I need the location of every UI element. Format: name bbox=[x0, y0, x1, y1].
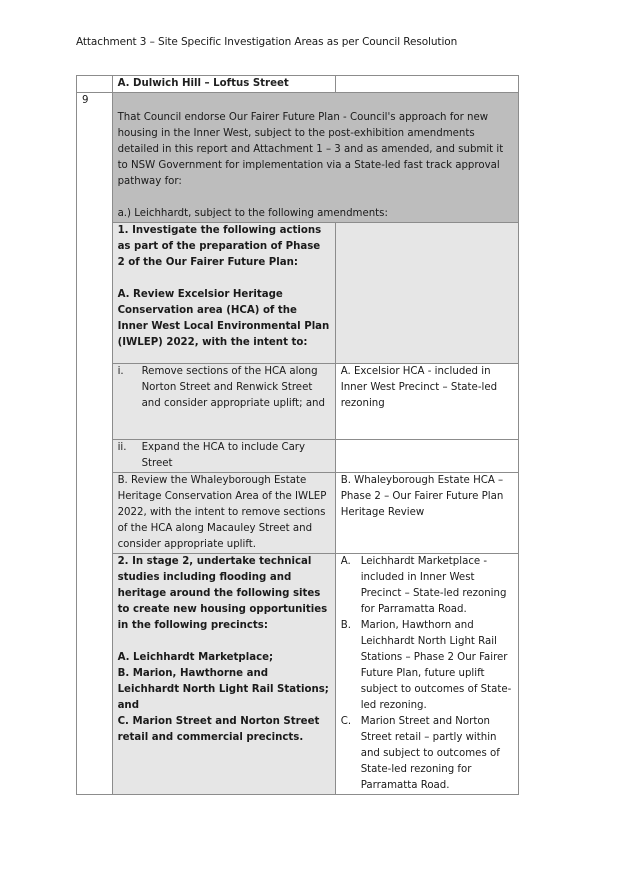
item1-ii-response bbox=[335, 440, 518, 473]
response-list-item bbox=[341, 618, 513, 714]
table-row-item2 bbox=[77, 554, 519, 795]
item2-list-item: A. Leichhardt Marketplace; bbox=[117, 652, 274, 663]
response-list-item bbox=[341, 554, 513, 618]
item1-ii-text: Expand the HCA to include Cary Street bbox=[141, 442, 306, 469]
table-row-9 bbox=[77, 93, 519, 223]
item1-i-cell bbox=[112, 364, 335, 440]
empty-response-cell bbox=[335, 76, 518, 93]
item2-list-item: B. Marion, Hawthorne and Leichhardt North Light Rail Stations; and bbox=[117, 668, 329, 711]
table-row-dulwich bbox=[77, 76, 519, 93]
row-number-cell bbox=[77, 76, 113, 93]
item1-a-heading: A. Review Excelsior Heritage Conservation area (HCA) of the Inner West Local Environmental Plan (IWLEP) 2022, with the intent to: bbox=[117, 289, 330, 348]
resolution-subheading: a.) Leichhardt, subject to the following amendments: bbox=[117, 208, 388, 219]
item1-intro-response bbox=[335, 223, 518, 364]
response-text: Marion, Hawthorn and Leichhardt North Light Rail Stations – Phase 2 Our Fairer Future Plan, future uplift subject to outcomes of State-led rezoning. bbox=[360, 620, 512, 711]
table-row-item1-i bbox=[77, 364, 519, 440]
response-number: A. bbox=[340, 556, 351, 567]
table-row-item1-ii bbox=[77, 440, 519, 473]
item-number: 9 bbox=[77, 93, 113, 795]
item1-intro-cell bbox=[112, 223, 335, 364]
item1-i-number: i. bbox=[117, 366, 124, 377]
resolution-main: That Council endorse Our Fairer Future Plan - Council's approach for new housing in the Inner West, subject to the post-exhibition amendments detailed in this report and Attachment 1 – 3 and as amended, and submit it to NSW Government for implementation via a State-led fast track approval pathway for: bbox=[117, 112, 504, 187]
table-row-item1-intro bbox=[77, 223, 519, 364]
item1-intro: 1. Investigate the following actions as part of the preparation of Phase 2 of the Our Fairer Future Plan: bbox=[117, 225, 322, 268]
page-header: Attachment 3 – Site Specific Investigation Areas as per Council Resolution bbox=[76, 36, 458, 48]
item2-cell bbox=[112, 554, 335, 795]
response-text: Marion Street and Norton Street retail – partly within and subject to outcomes of State-led rezoning for Parramatta Road. bbox=[360, 716, 500, 791]
item1-i-response: A. Excelsior HCA - included in Inner West Precinct – State-led rezoning bbox=[335, 364, 518, 440]
response-text: Leichhardt Marketplace - included in Inner West Precinct – State-led rezoning for Parramatta Road. bbox=[360, 556, 507, 615]
table-row-item1-b bbox=[77, 473, 519, 554]
response-list-item bbox=[341, 714, 513, 794]
item1-ii-number: ii. bbox=[117, 442, 127, 453]
resolution-text bbox=[112, 93, 518, 223]
item2-responses bbox=[335, 554, 518, 795]
item2-intro: 2. In stage 2, undertake technical studies including flooding and heritage around the following sites to create new housing opportunities in the following precincts: bbox=[117, 556, 328, 631]
item1-ii-cell bbox=[112, 440, 335, 473]
dulwich-hill-heading: A. Dulwich Hill – Loftus Street bbox=[112, 76, 335, 93]
item1-i-text: Remove sections of the HCA along Norton Street and Renwick Street and consider appropriate uplift; and bbox=[141, 366, 325, 409]
item2-list-item: C. Marion Street and Norton Street retail and commercial precincts. bbox=[117, 716, 320, 743]
item1-b-response: B. Whaleyborough Estate HCA – Phase 2 – Our Fairer Future Plan Heritage Review bbox=[335, 473, 518, 554]
item1-b-cell: B. Review the Whaleyborough Estate Heritage Conservation Area of the IWLEP 2022, with the intent to remove sections of the HCA along Macauley Street and consider appropriate uplift. bbox=[112, 473, 335, 554]
response-number: B. bbox=[340, 620, 351, 631]
response-number: C. bbox=[340, 716, 352, 727]
resolution-table bbox=[76, 75, 519, 795]
